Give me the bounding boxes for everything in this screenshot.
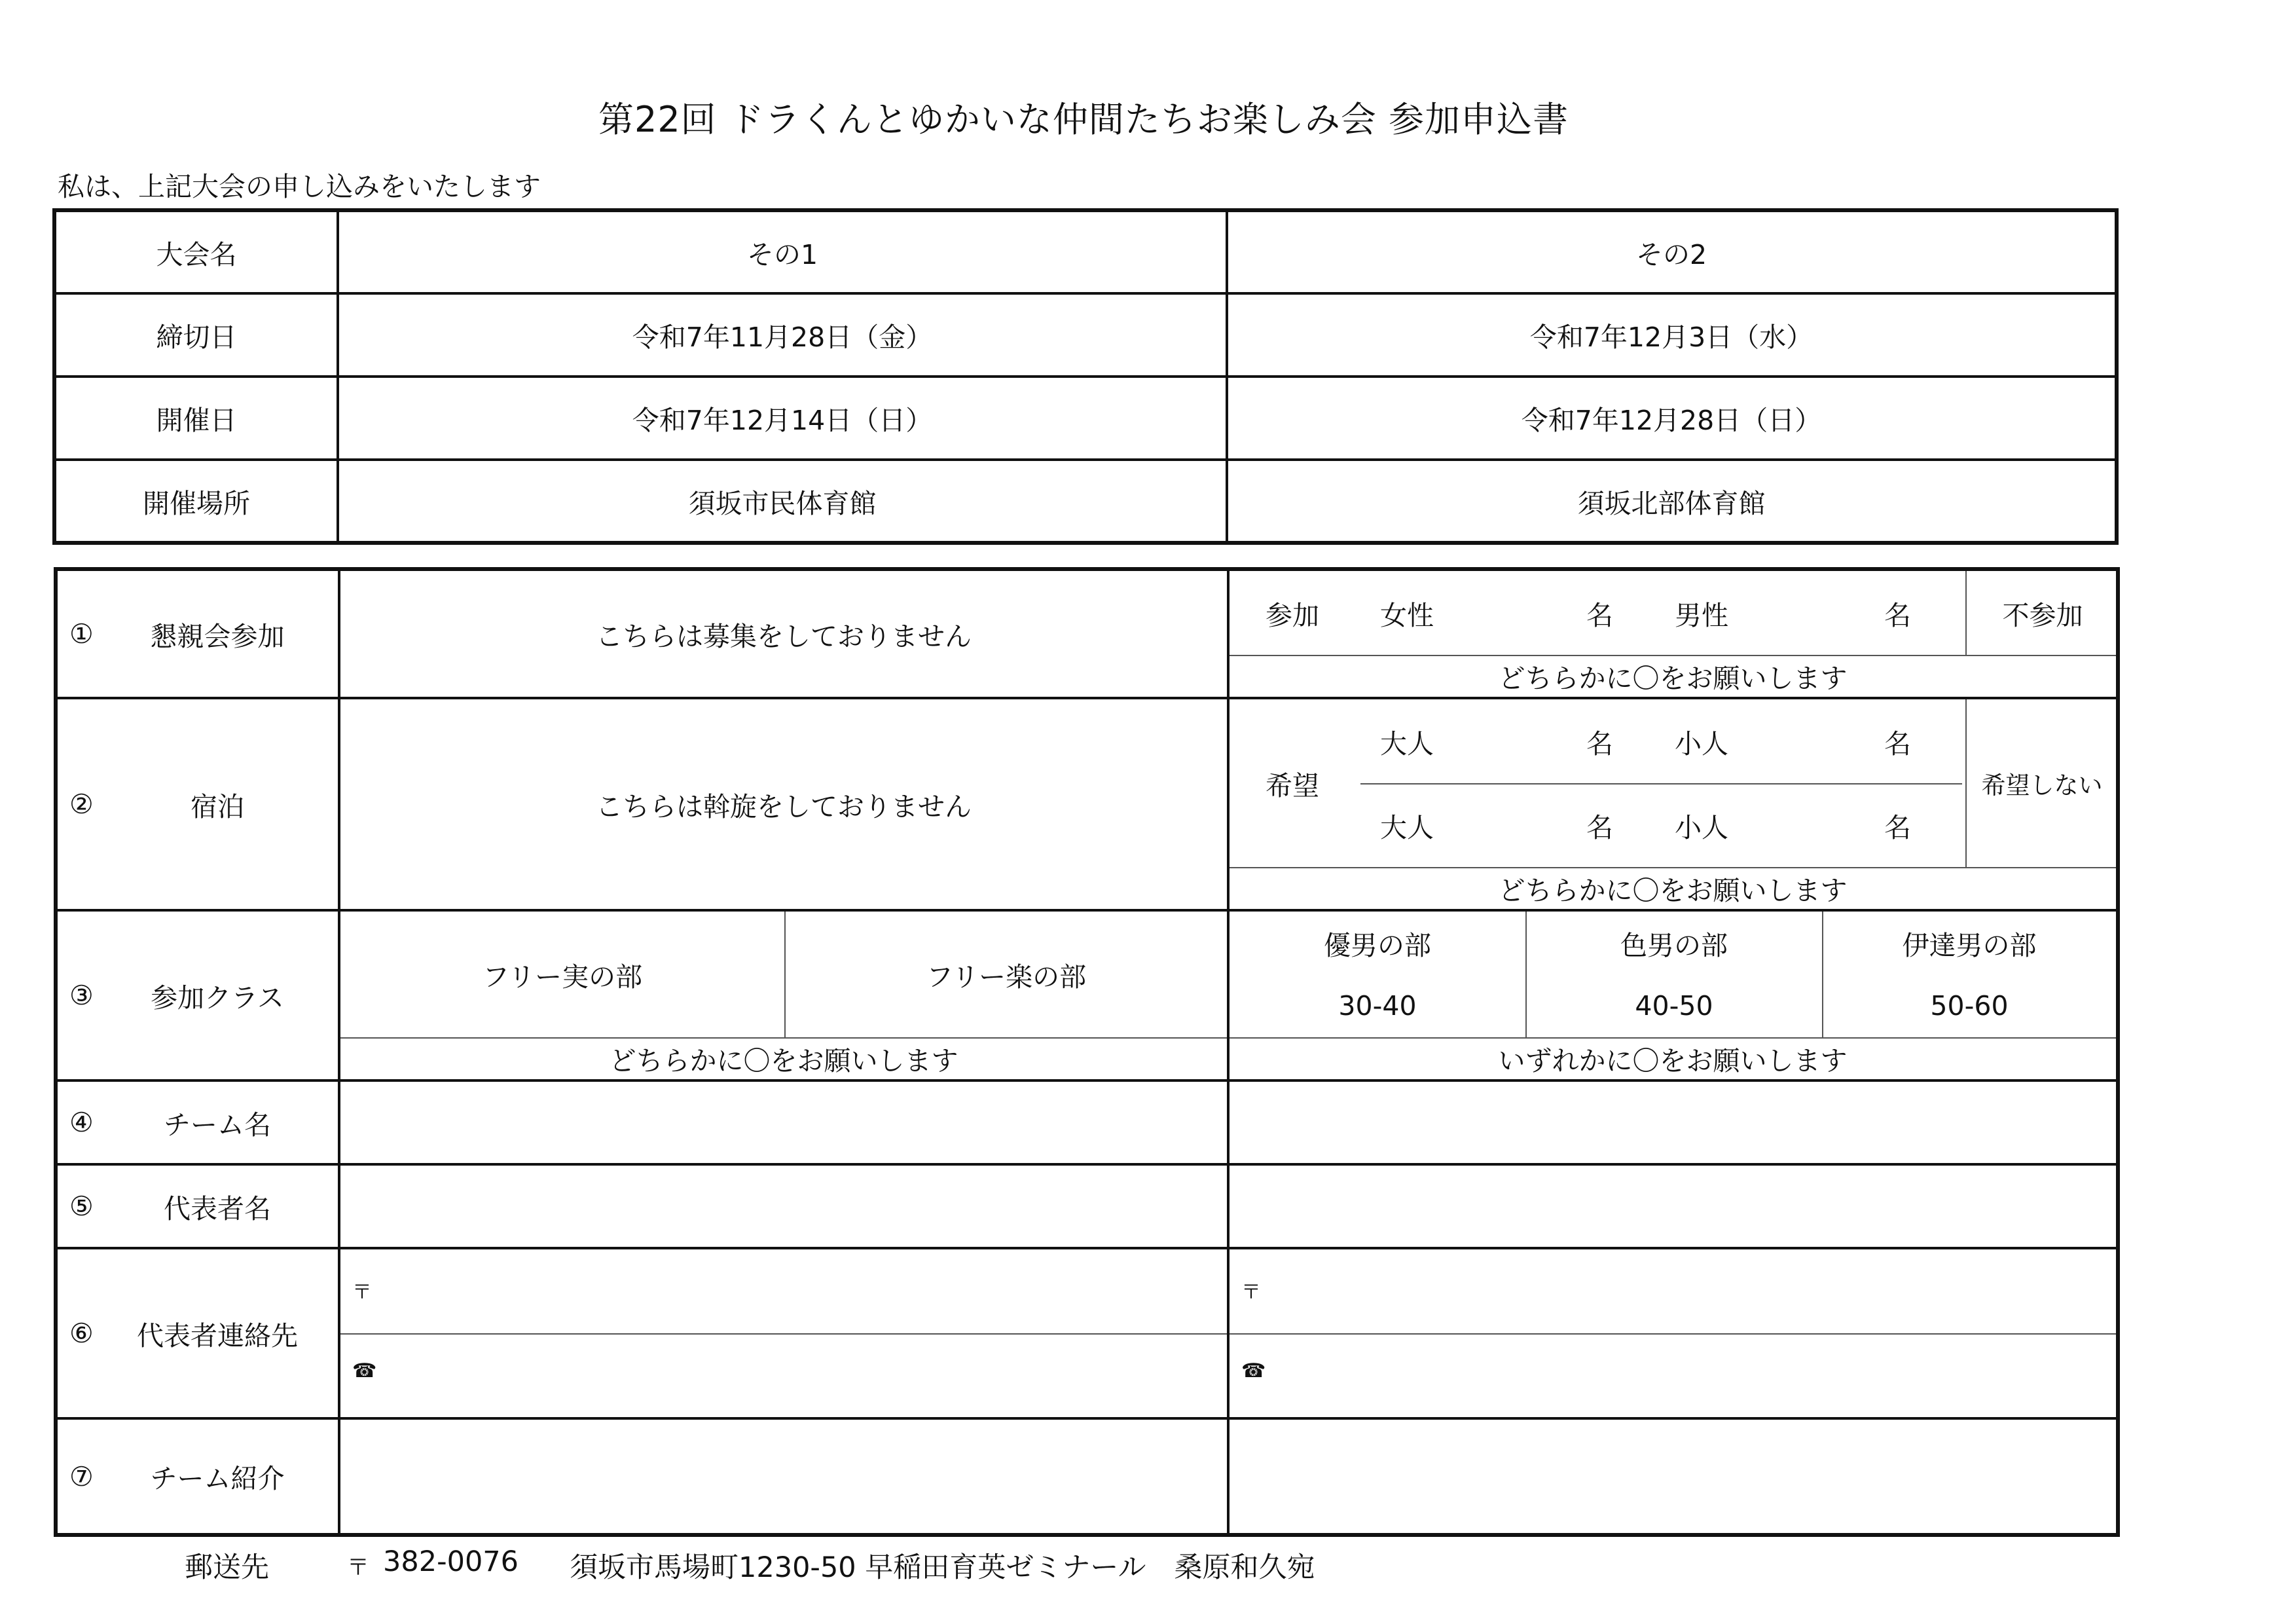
row-number: ③ — [69, 980, 94, 1011]
row-label-contact — [56, 1248, 339, 1418]
postal-icon: 〒 — [1241, 1281, 1261, 1304]
instruction-note: どちらかに〇をお願いします — [1498, 662, 1848, 694]
row-label-rep — [56, 1164, 339, 1248]
table-row — [54, 210, 2117, 293]
class-option[interactable]: 伊達男の部 — [1902, 929, 2037, 961]
count-unit: 名 — [1884, 811, 1911, 843]
intro-text: 私は、上記大会の申し込みをいたします — [58, 171, 541, 202]
absent-label: 不参加 — [2002, 599, 2083, 631]
value-cell: 令和7年11月28日（金） — [338, 293, 1227, 377]
rep-name-field-2[interactable] — [1228, 1164, 2118, 1248]
label-cell: 大会名 — [54, 210, 338, 293]
postal-icon: 〒 — [352, 1281, 372, 1304]
class-option[interactable]: 優男の部 — [1324, 929, 1431, 961]
rep-name-field-1[interactable] — [339, 1164, 1228, 1248]
row-number: ⑤ — [69, 1190, 94, 1222]
instruction-note: どちらかに〇をお願いします — [609, 1044, 958, 1077]
page-title: 第22回 ドラくんとゆかいな仲間たちお楽しみ会 参加申込書 — [598, 99, 1569, 140]
row-label-class — [56, 910, 339, 1080]
class-option[interactable]: フリー楽の部 — [926, 961, 1087, 993]
team-name-field-2[interactable] — [1228, 1080, 2118, 1164]
count-unit: 名 — [1884, 728, 1911, 760]
class-option[interactable]: フリー実の部 — [482, 961, 643, 993]
label-cell: 開催場所 — [54, 460, 338, 543]
value-cell: その1 — [338, 210, 1227, 293]
value-cell: 須坂北部体育館 — [1227, 460, 2117, 543]
postal-icon: 〒 — [347, 1555, 369, 1581]
child-label: 小人 — [1675, 728, 1728, 760]
age-range: 40-50 — [1635, 990, 1713, 1022]
count-unit: 名 — [1586, 728, 1613, 760]
row-number: ④ — [69, 1107, 94, 1138]
class-select-left[interactable] — [339, 910, 1228, 1080]
table-row — [56, 1080, 2118, 1164]
table-row — [56, 698, 2118, 910]
value-cell: 須坂市民体育館 — [338, 460, 1227, 543]
class-option[interactable]: 色男の部 — [1620, 929, 1728, 961]
value-cell: 令和7年12月3日（水） — [1227, 293, 2117, 377]
row-number: ② — [69, 788, 94, 820]
contact-field-1[interactable] — [339, 1248, 1228, 1418]
want-label: 希望 — [1266, 769, 1319, 802]
phone-icon: ☎ — [1241, 1359, 1266, 1382]
male-label: 男性 — [1675, 599, 1728, 631]
row-label: 参加クラス — [151, 982, 284, 1014]
row-label: チーム名 — [164, 1109, 271, 1141]
table-row — [56, 569, 2118, 698]
count-unit: 名 — [1586, 811, 1613, 843]
social-entry-cell[interactable] — [1228, 569, 2118, 698]
age-range: 50-60 — [1930, 990, 2009, 1022]
row-label: 懇親会参加 — [150, 620, 285, 652]
row-label: 宿泊 — [191, 790, 244, 822]
adult-label: 大人 — [1380, 811, 1434, 843]
lodging-entry-cell[interactable] — [1228, 698, 2118, 910]
phone-icon: ☎ — [352, 1359, 377, 1382]
row-number: ⑥ — [69, 1318, 94, 1349]
notice-cell: こちらは募集をしておりません — [339, 569, 1228, 698]
table-row — [56, 1248, 2118, 1418]
row-label-intro — [56, 1418, 339, 1535]
row-label-social — [56, 569, 339, 698]
table-row — [56, 910, 2118, 1080]
table-row — [54, 293, 2117, 377]
row-label-team — [56, 1080, 339, 1164]
table-row — [54, 377, 2117, 460]
team-intro-field-2[interactable] — [1228, 1418, 2118, 1535]
table-row — [56, 1164, 2118, 1248]
row-label: チーム紹介 — [150, 1463, 285, 1494]
event-info-table — [52, 208, 2119, 545]
attend-label: 参加 — [1266, 599, 1319, 631]
table-row — [56, 1418, 2118, 1535]
value-cell: その2 — [1227, 210, 2117, 293]
notice-cell: こちらは斡旋をしておりません — [339, 698, 1228, 910]
value-cell: 令和7年12月14日（日） — [338, 377, 1227, 460]
instruction-note: どちらかに〇をお願いします — [1498, 874, 1848, 906]
class-select-right[interactable] — [1228, 910, 2118, 1080]
label-cell: 締切日 — [54, 293, 338, 377]
contact-field-2[interactable] — [1228, 1248, 2118, 1418]
female-label: 女性 — [1380, 599, 1434, 631]
count-unit: 名 — [1884, 599, 1911, 631]
team-intro-field-1[interactable] — [339, 1418, 1228, 1535]
mail-to-label: 郵送先 — [185, 1551, 269, 1584]
age-range: 30-40 — [1338, 990, 1417, 1022]
row-number: ① — [69, 618, 94, 650]
child-label: 小人 — [1675, 811, 1728, 843]
zip-code: 382-0076 — [383, 1545, 519, 1578]
adult-label: 大人 — [1380, 728, 1434, 760]
entry-form-table — [54, 567, 2120, 1537]
nowant-label: 希望しない — [1981, 771, 2103, 800]
mail-address: 須坂市馬場町1230-50 早稲田育英ゼミナール 桑原和久宛 — [570, 1551, 1315, 1584]
row-label: 代表者名 — [164, 1192, 271, 1225]
instruction-note: いずれかに〇をお願いします — [1498, 1044, 1848, 1077]
row-label: 代表者連絡先 — [137, 1320, 298, 1352]
team-name-field-1[interactable] — [339, 1080, 1228, 1164]
value-cell: 令和7年12月28日（日） — [1227, 377, 2117, 460]
count-unit: 名 — [1586, 599, 1613, 631]
row-number: ⑦ — [69, 1460, 94, 1492]
row-label-lodging — [56, 698, 339, 910]
label-cell: 開催日 — [54, 377, 338, 460]
table-row — [54, 460, 2117, 543]
